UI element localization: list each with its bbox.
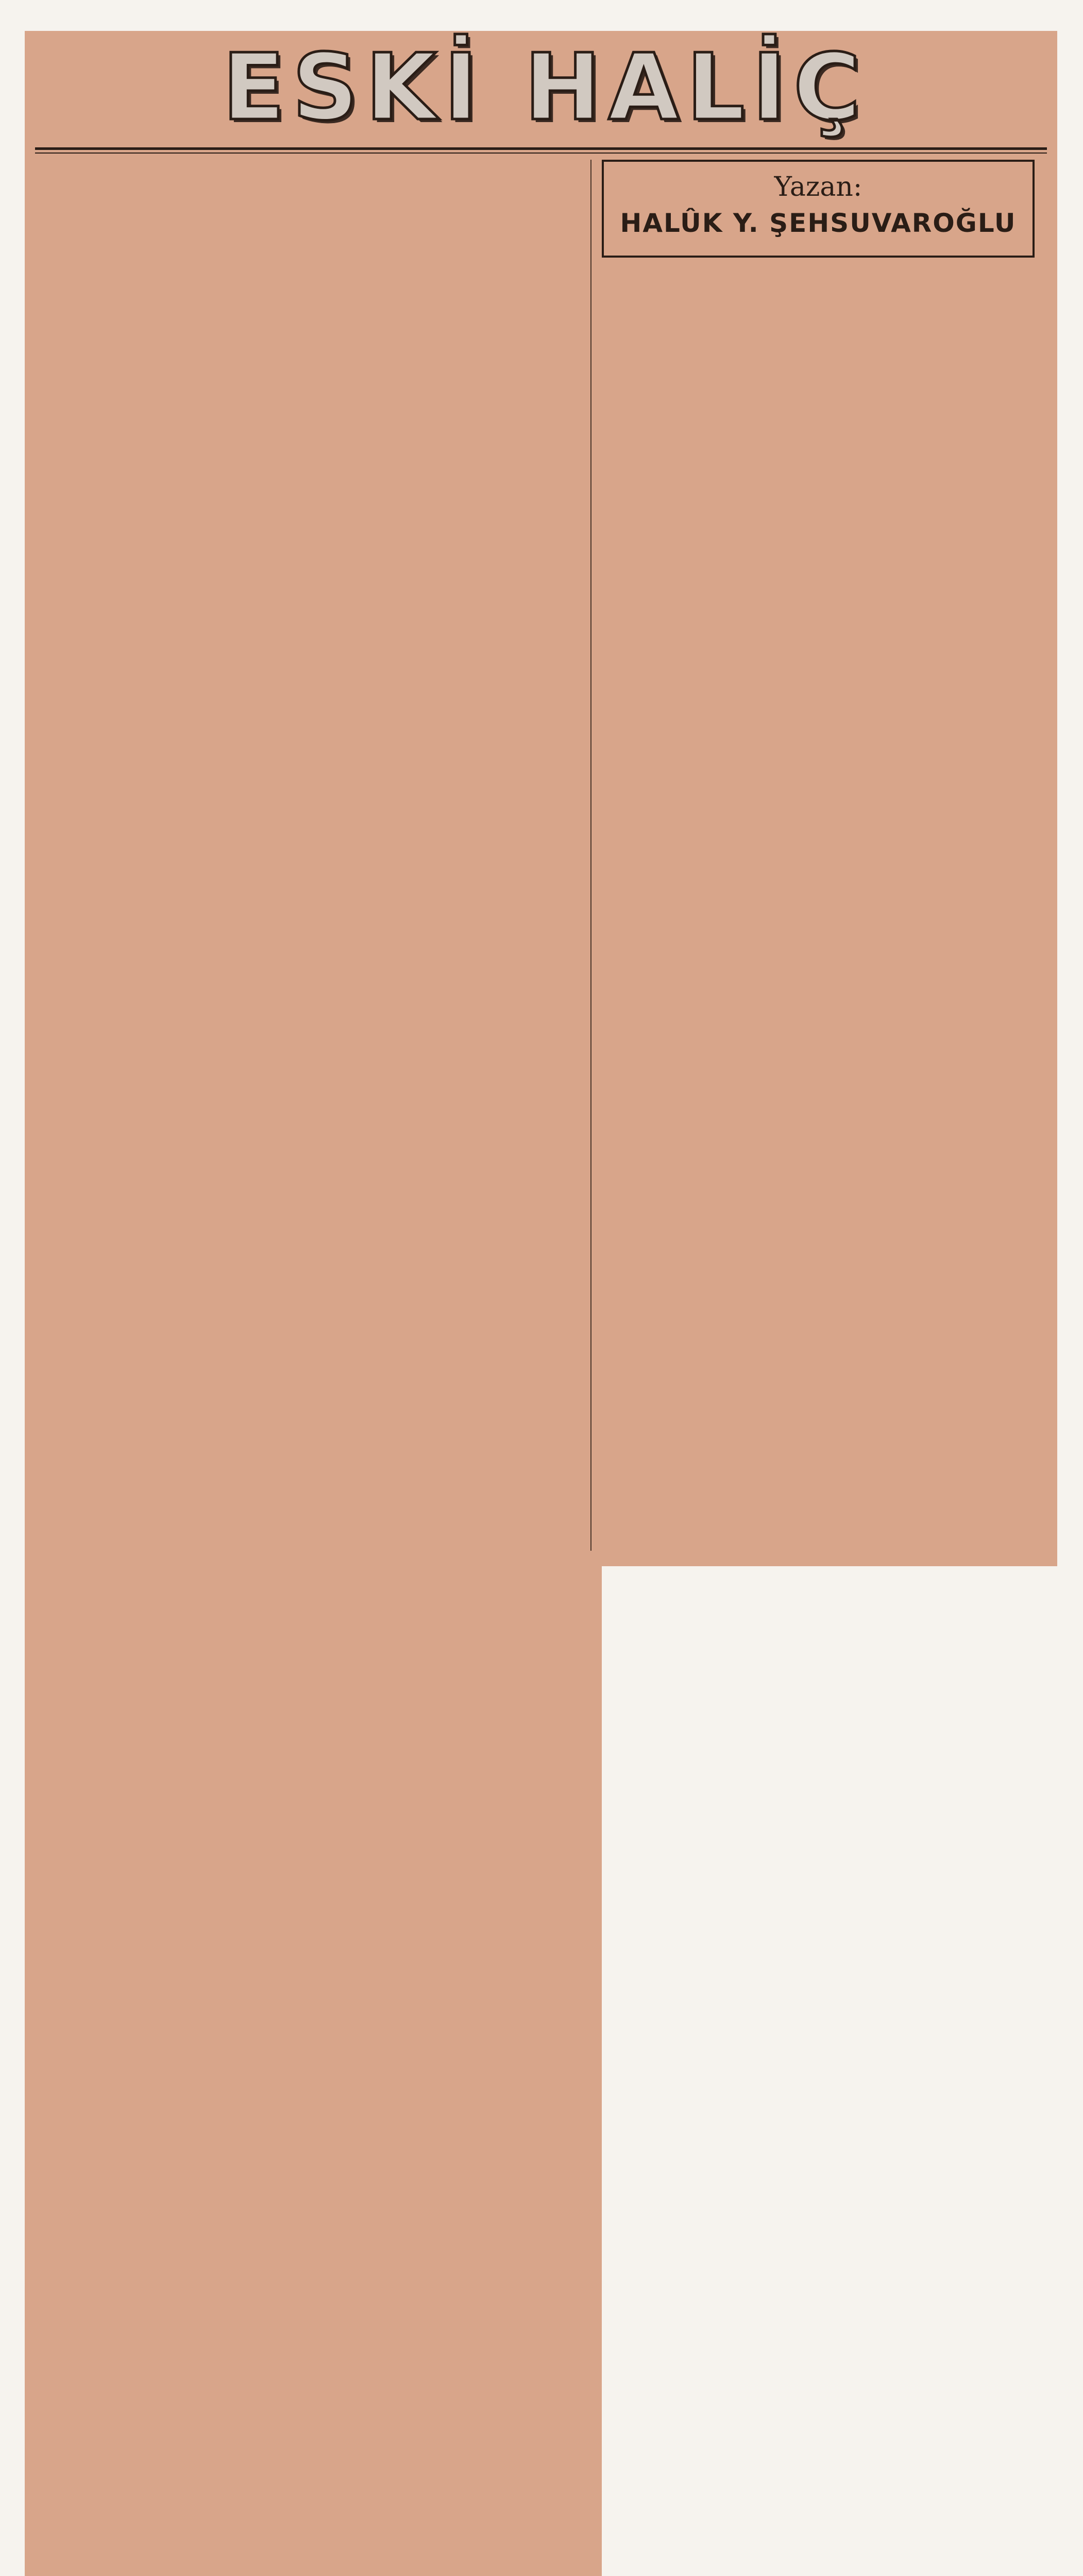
- headline-rule: [35, 147, 1047, 150]
- headline: ESKİ HALİÇ: [222, 34, 868, 141]
- column-divider: [590, 160, 591, 1551]
- headline-rule-thin: [35, 152, 1047, 154]
- author-byline: Yazan:: [774, 172, 862, 202]
- newspaper-clipping: [25, 31, 1057, 2576]
- left-column: [40, 160, 581, 2576]
- right-column: [602, 160, 1040, 1556]
- author-name: HALÛK Y. ŞEHSUVAROĞLU: [620, 208, 1017, 238]
